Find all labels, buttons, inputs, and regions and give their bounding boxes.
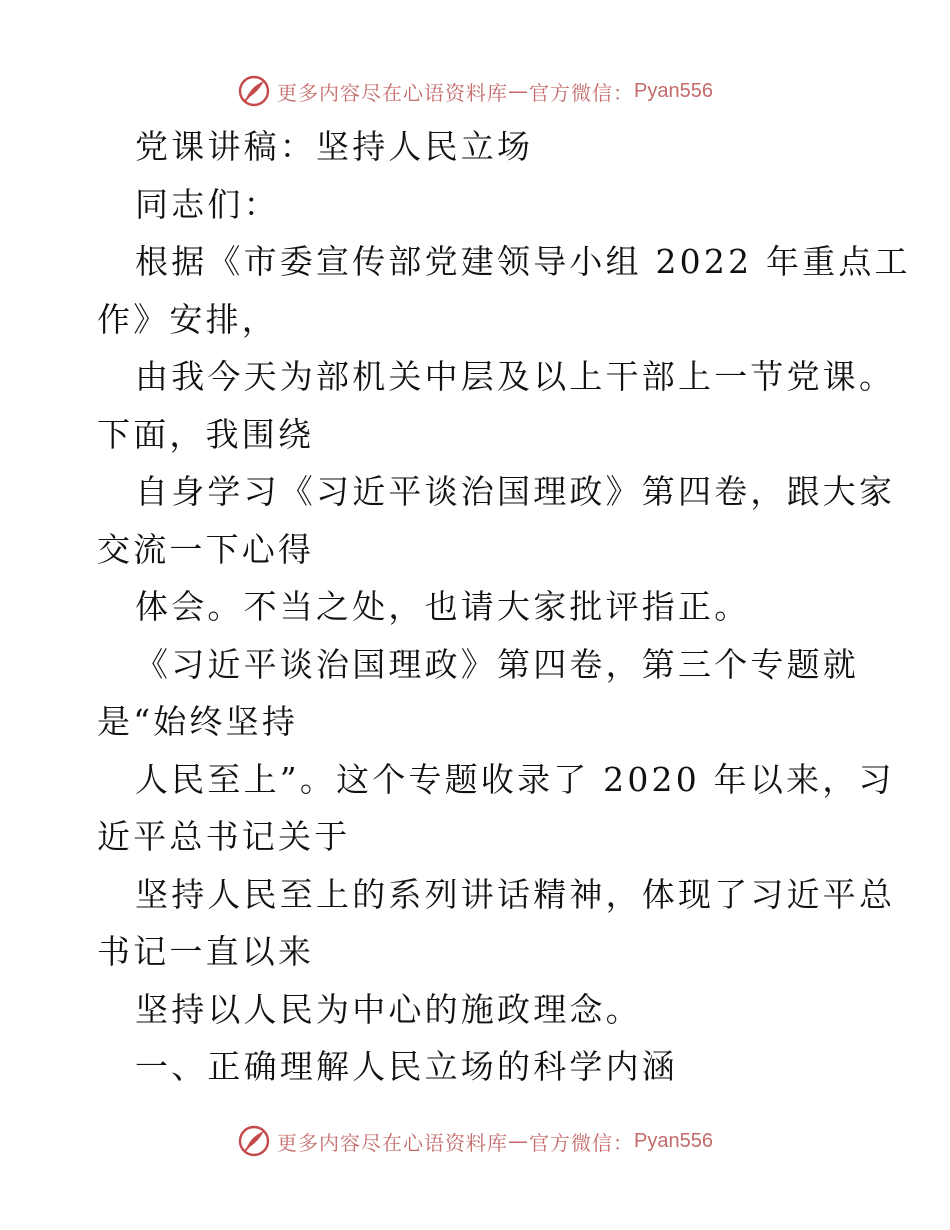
text-line: 坚持人民至上的系列讲话精神，体现了习近平总 [135, 874, 896, 914]
text-line: 书记一直以来 [97, 932, 315, 971]
watermark-brand: 更多内容尽在心语资料库 [277, 80, 509, 105]
watermark-header [0, 74, 950, 108]
text-line: 自身学习《习近平谈治国理政》第四卷，跟大家 [135, 472, 896, 511]
watermark-wechat-id: Pyan556 [634, 79, 713, 102]
text-line: 下面，我围绕 [97, 414, 315, 454]
text-line: 作》安排， [97, 299, 278, 339]
watermark-separator: — [508, 79, 530, 103]
watermark-footer [0, 1124, 950, 1158]
text-line: 近平总书记关于 [97, 817, 351, 856]
text-line: 交流一下心得 [97, 529, 315, 569]
document-body [97, 118, 911, 1096]
text-line: 坚持以人民为中心的施政理念。 [135, 989, 642, 1029]
text-line: 是“始终坚持 [97, 702, 299, 741]
feather-pen-logo-icon [237, 74, 271, 108]
watermark-brand: 更多内容尽在心语资料库 [277, 1130, 509, 1155]
text-line: 《习近平谈治国理政》第四卷，第三个专题就 [135, 644, 859, 684]
text-line: 同志们： [135, 184, 280, 224]
text-line: 人民至上”。这个专题收录了 2020 年以来，习 [135, 759, 895, 799]
text-line: 体会。不当之处，也请大家批评指正。 [135, 587, 751, 626]
watermark-wechat-id: Pyan556 [634, 1129, 713, 1152]
text-line: 党课讲稿：坚持人民立场 [135, 127, 534, 166]
text-line: 由我今天为部机关中层及以上干部上一节党课。 [135, 357, 896, 396]
text-line: 一、正确理解人民立场的科学内涵 [135, 1047, 678, 1086]
text-line: 根据《市委宣传部党建领导小组 2022 年重点工 [135, 242, 911, 281]
feather-pen-logo-icon [237, 1124, 271, 1158]
watermark-official-label: 官方微信： [529, 1130, 635, 1155]
watermark-official-label: 官方微信： [529, 80, 635, 105]
watermark-separator: — [508, 1129, 530, 1153]
